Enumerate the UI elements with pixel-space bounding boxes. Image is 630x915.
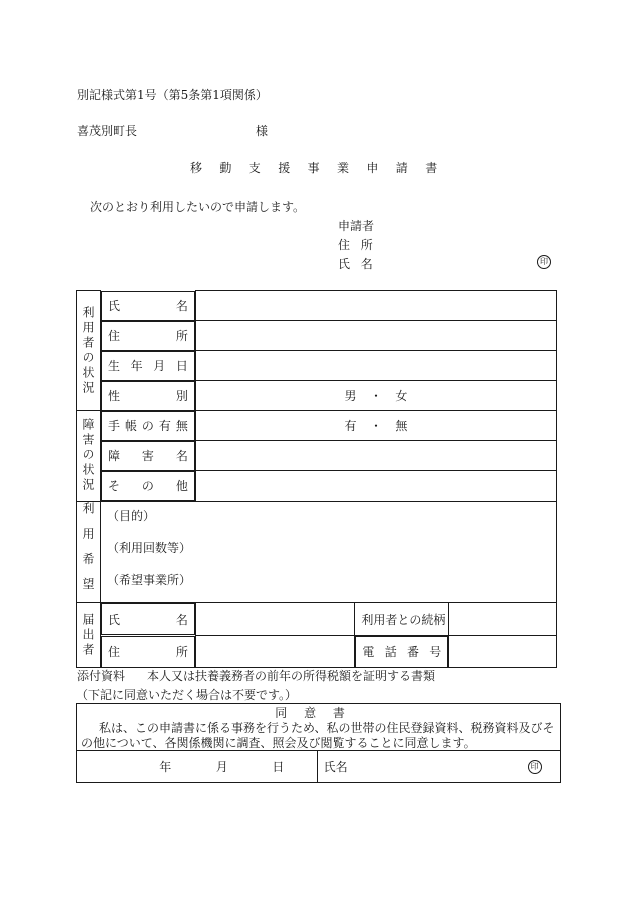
document-title: 移動支援事業申請書 — [190, 161, 455, 175]
notifier-address-label: 住 所 — [101, 636, 195, 668]
applicant-heading: 申請者 — [338, 219, 375, 233]
handbook-label: 手 帳 の 有 無 — [101, 411, 195, 441]
usage-field[interactable] — [100, 501, 556, 603]
phone-field[interactable] — [449, 635, 557, 668]
attachment-text: 本人又は扶養義務者の前年の所得税額を証明する書類 — [147, 669, 436, 683]
consent-box — [77, 704, 561, 751]
notifier-address-field[interactable] — [195, 635, 355, 668]
notifier-section-title: 届出者 — [77, 603, 101, 668]
user-name-field[interactable] — [195, 291, 556, 321]
consent-table — [76, 703, 561, 783]
user-dob-field[interactable] — [195, 351, 556, 381]
user-address-label: 住 所 — [101, 321, 195, 351]
consent-line-1: 私は、この申請書に係る事務を行うため、私の世帯の住民登録資料、税務資料及びそ — [99, 721, 555, 735]
relation-label: 利用者との続柄 — [355, 603, 449, 636]
applicant-name-label: 氏名 — [338, 257, 384, 271]
handbook-value[interactable]: 有 ・ 無 — [195, 411, 556, 441]
relation-field[interactable] — [449, 603, 557, 636]
other-label: そ の 他 — [101, 471, 195, 501]
consent-date-field[interactable] — [77, 751, 318, 783]
disability-name-field[interactable] — [195, 441, 556, 471]
disability-name-label: 障 害 名 — [101, 441, 195, 471]
user-name-label: 氏 名 — [101, 291, 195, 321]
user-address-field[interactable] — [195, 321, 556, 351]
month-label: 月 — [215, 760, 228, 774]
notifier-name-field[interactable] — [195, 603, 355, 636]
consent-name-field[interactable] — [317, 751, 560, 783]
consent-title: 同意書 — [275, 706, 362, 720]
consent-line-2: の他について、各関係機関に調査、照会及び閲覧することに同意します。 — [81, 736, 476, 750]
honorific: 様 — [256, 124, 269, 138]
form-reference: 別記様式第1号（第5条第1項関係） — [77, 88, 268, 102]
day-label: 日 — [272, 760, 285, 774]
attachment-label: 添付資料 — [77, 669, 126, 683]
applicant-address-label: 住所 — [338, 238, 384, 252]
notifier-name-label: 氏 名 — [101, 603, 195, 635]
intro-text: 次のとおり利用したいので申請します。 — [90, 200, 306, 214]
applicant-seal-icon: 印 — [537, 255, 551, 269]
provider-label: （希望事業所） — [106, 572, 191, 587]
user-dob-label: 生 年 月 日 — [101, 351, 195, 381]
consent-seal-icon: 印 — [528, 760, 542, 774]
addressee: 喜茂別町長 — [77, 124, 138, 138]
disability-section-title: 障害の状況 — [77, 411, 101, 502]
purpose-label: （目的） — [106, 508, 155, 523]
year-label: 年 — [159, 760, 172, 774]
phone-label: 電 話 番 号 — [355, 636, 448, 668]
attachment-note: （下記に同意いただく場合は不要です。） — [76, 688, 298, 702]
frequency-label: （利用回数等） — [106, 540, 191, 555]
usage-section-title: 利用希望 — [77, 501, 101, 603]
user-section-title: 利用者の状況 — [77, 291, 101, 411]
other-field[interactable] — [195, 471, 556, 502]
application-table — [76, 290, 557, 668]
user-gender-value[interactable]: 男 ・ 女 — [195, 381, 556, 411]
consent-name-label: 氏名 — [323, 760, 348, 774]
user-gender-label: 性 別 — [101, 381, 195, 411]
